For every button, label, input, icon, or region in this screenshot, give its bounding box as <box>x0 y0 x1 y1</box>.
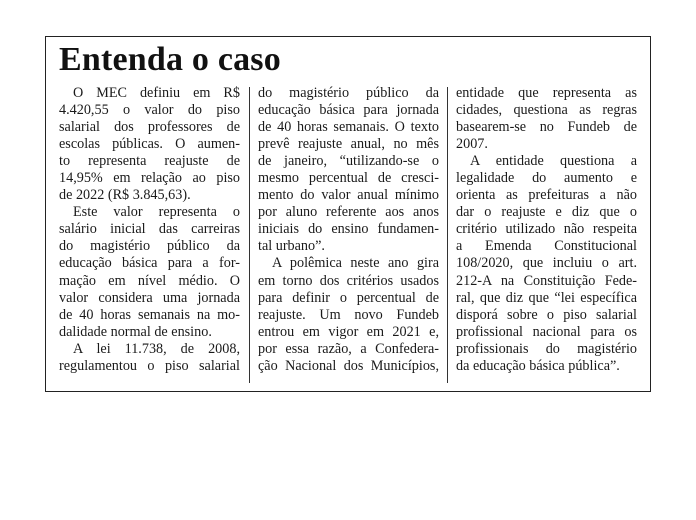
text-line: salarial dos professores de <box>59 119 240 136</box>
text-line: a Emenda Constitucional <box>456 238 637 255</box>
text-line: para definir o percentual de <box>258 289 439 306</box>
text-column-1 <box>59 85 240 375</box>
text-line: critério utilizado não respeita <box>456 221 637 238</box>
text-line: do magistério público da <box>59 238 240 255</box>
text-line: de 40 horas semanais. O texto <box>258 119 439 136</box>
text-column-2 <box>258 85 439 375</box>
text-line: por aluno referente aos anos <box>258 204 439 221</box>
text-line: 108/2020, que incluiu o art. <box>456 255 637 272</box>
text-column-3 <box>456 85 637 375</box>
text-line: O MEC definiu em R$ <box>73 85 240 101</box>
text-line: do magistério público da <box>258 85 439 101</box>
article-box <box>45 36 651 392</box>
text-line: iniciais do ensino fundamen- <box>258 221 439 238</box>
text-line: 4.420,55 o valor do piso <box>59 102 240 119</box>
text-line: regulamentou o piso salarial <box>59 357 240 374</box>
text-line: orienta as prefeituras a não <box>456 187 637 204</box>
text-line: mesmo percentual de cresci- <box>258 170 439 187</box>
text-line: da educação básica pública”. <box>456 357 620 374</box>
text-line: entrou em vigor em 2021 e, <box>258 323 439 340</box>
text-line: prevê reajuste anual, no mês <box>258 136 439 153</box>
text-line: em torno dos critérios usados <box>258 272 439 289</box>
text-line: to representa reajuste de <box>59 153 240 170</box>
column-divider <box>447 87 448 383</box>
text-line: educação básica para jornada <box>258 102 439 119</box>
text-line: 212-A na Constituição Fede- <box>456 272 637 289</box>
text-line: tal urbano”. <box>258 238 325 255</box>
text-line: basearem-se no Fundeb de <box>456 119 637 136</box>
column-divider <box>249 87 250 383</box>
text-line: 2007. <box>456 136 488 153</box>
text-line: reajuste. Um novo Fundeb <box>258 306 439 323</box>
text-line: salário inicial das carreiras <box>59 221 240 238</box>
text-line: mento do valor anual mínimo <box>258 187 439 204</box>
text-line: educação básica para a for- <box>59 255 240 272</box>
text-line: cidades, questiona as regras <box>456 102 637 119</box>
text-line: ção Nacional dos Municípios, <box>258 357 439 374</box>
text-line: dalidade normal de ensino. <box>59 323 212 340</box>
text-line: entidade que representa as <box>456 85 637 101</box>
text-line: profissional nacional para os <box>456 323 637 340</box>
text-line: mação em nível médio. O <box>59 272 240 289</box>
text-line: A polêmica neste ano gira <box>272 255 439 272</box>
text-line: dar o reajuste e diz que o <box>456 204 637 221</box>
text-line: A lei 11.738, de 2008, <box>73 340 240 357</box>
text-line: Este valor representa o <box>73 204 240 221</box>
article-title: Entenda o caso <box>59 41 281 78</box>
text-line: por essa razão, a Confedera- <box>258 340 439 357</box>
text-line: profissionais do magistério <box>456 340 637 357</box>
text-line: ral, que diz que “lei específica <box>456 289 637 306</box>
text-line: de 40 horas semanais na mo- <box>59 306 240 323</box>
text-line: disporá sobre o piso salarial <box>456 306 637 323</box>
text-line: escolas públicas. O aumen- <box>59 136 240 153</box>
text-line: de janeiro, “utilizando-se o <box>258 153 439 170</box>
text-line: legalidade do aumento e <box>456 170 637 187</box>
text-line: A entidade questiona a <box>470 153 637 170</box>
text-line: de 2022 (R$ 3.845,63). <box>59 187 191 204</box>
text-line: 14,95% em relação ao piso <box>59 170 240 187</box>
text-line: valor considera uma jornada <box>59 289 240 306</box>
